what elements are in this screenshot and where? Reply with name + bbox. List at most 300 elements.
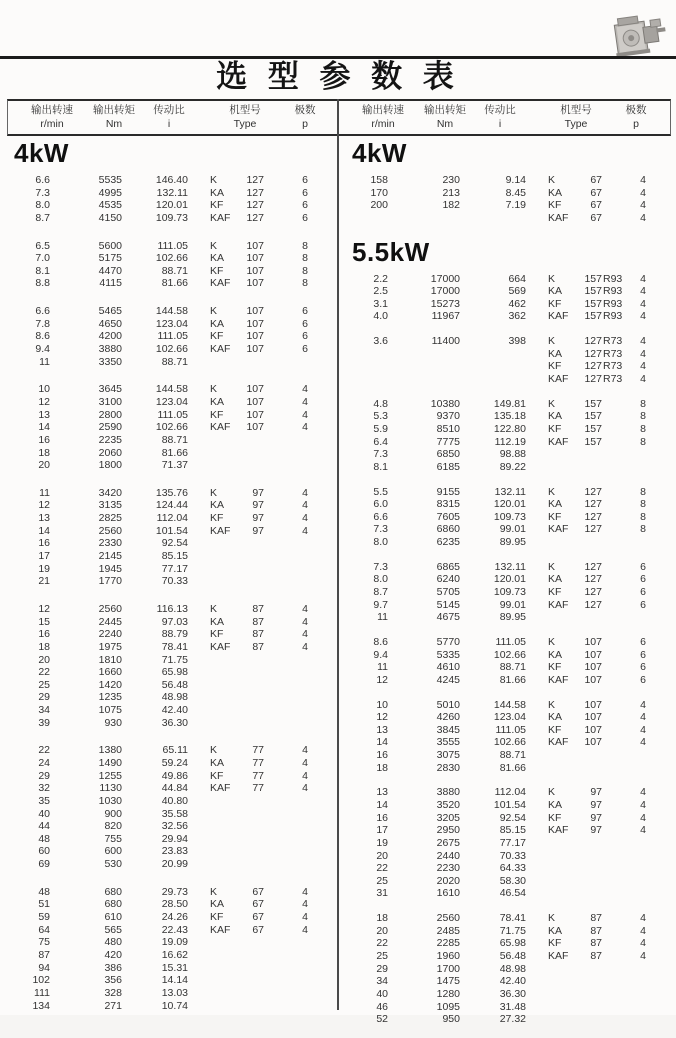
- poles-cell: 6: [640, 560, 646, 573]
- speed-cell: 39: [38, 716, 50, 729]
- torque-cell: 755: [104, 832, 122, 845]
- type-prefix-cell: [548, 975, 582, 988]
- type-suffix-cell: R73: [603, 335, 623, 348]
- speed-cell: 11: [39, 486, 50, 499]
- type-suffix-cell: [602, 925, 630, 938]
- type-size-cell: 127: [246, 174, 264, 186]
- torque-cell: 3555: [436, 736, 460, 749]
- type-prefix-cell: KF: [548, 586, 562, 599]
- row-group: [342, 912, 672, 1026]
- type-prefix-cell: KAF: [548, 598, 569, 611]
- type-prefix-cell: KA: [210, 756, 225, 769]
- speed-cell: 6.4: [373, 435, 388, 448]
- torque-cell: 4610: [436, 661, 460, 674]
- row-group: [342, 398, 672, 474]
- ratio-cell: 77.17: [161, 562, 188, 575]
- col-header-poles: 极数 p: [625, 104, 647, 130]
- poles-cell: 4: [640, 360, 646, 373]
- poles-cell: 4: [302, 383, 308, 396]
- type-size-cell: 127: [584, 598, 602, 611]
- type-suffix-cell: [264, 356, 292, 369]
- type-prefix-cell: [548, 887, 582, 900]
- speed-cell: 11: [377, 661, 388, 674]
- type-suffix-cell: [602, 850, 630, 863]
- type-suffix-cell: [264, 1000, 292, 1013]
- speed-cell: 13: [376, 723, 388, 736]
- ratio-cell: 32.56: [161, 820, 188, 833]
- type-prefix-cell: [548, 749, 582, 762]
- type-prefix-cell: K: [548, 485, 556, 498]
- ratio-cell: 81.66: [161, 277, 188, 290]
- table-row: [4, 949, 334, 962]
- page-title: 选 型 参 数 表: [216, 59, 460, 94]
- row-group: [342, 636, 672, 687]
- row-group: [342, 699, 672, 775]
- torque-cell: 1700: [436, 962, 460, 975]
- data-column-left: [4, 138, 334, 1027]
- type-prefix-cell: KA: [210, 615, 225, 628]
- column-divider: [337, 99, 339, 1010]
- table-row: [4, 820, 334, 833]
- ratio-cell: 9.14: [505, 174, 526, 186]
- type-prefix-cell: KF: [210, 408, 224, 421]
- type-size-cell: 107: [246, 395, 264, 408]
- poles-cell: [630, 887, 646, 900]
- type-suffix-cell: [264, 499, 292, 512]
- poles-cell: 6: [640, 661, 646, 674]
- type-suffix-cell: [264, 383, 292, 396]
- ratio-cell: 122.80: [493, 422, 526, 435]
- poles-cell: [292, 691, 308, 704]
- ratio-cell: 64.33: [499, 862, 526, 875]
- type-size-cell: 127: [584, 560, 602, 573]
- type-suffix-cell: [264, 898, 292, 911]
- table-row: [342, 599, 672, 612]
- table-row: [342, 824, 672, 837]
- type-size-cell: 67: [252, 898, 264, 911]
- poles-cell: 4: [640, 723, 646, 736]
- poles-cell: 4: [640, 736, 646, 749]
- type-prefix-cell: K: [210, 174, 218, 186]
- poles-cell: 4: [640, 272, 646, 285]
- torque-cell: 5600: [98, 239, 122, 252]
- speed-cell: 87: [38, 948, 50, 961]
- type-size-cell: [582, 762, 602, 775]
- type-size-cell: [244, 808, 264, 821]
- type-prefix-cell: KA: [548, 410, 563, 423]
- poles-cell: [292, 666, 308, 679]
- type-prefix-cell: KA: [210, 395, 225, 408]
- type-size-cell: 157: [584, 285, 602, 298]
- row-group: [342, 486, 672, 549]
- ratio-cell: 102.66: [493, 648, 526, 661]
- torque-cell: 1945: [98, 562, 122, 575]
- poles-cell: 6: [640, 586, 646, 599]
- speed-cell: 20: [38, 653, 50, 666]
- ratio-cell: 102.66: [493, 736, 526, 749]
- type-prefix-cell: [210, 949, 244, 962]
- torque-cell: 3845: [436, 723, 460, 736]
- speed-cell: 12: [376, 673, 388, 686]
- type-suffix-cell: [602, 199, 630, 212]
- type-size-cell: 87: [590, 924, 602, 937]
- type-suffix-cell: [264, 654, 292, 667]
- type-suffix-cell: R73: [603, 360, 623, 373]
- type-size-cell: 87: [590, 950, 602, 963]
- table-row: [4, 447, 334, 460]
- type-prefix-cell: [210, 654, 244, 667]
- table-row: [342, 573, 672, 586]
- poles-cell: [292, 550, 308, 563]
- table-row: [342, 436, 672, 449]
- col-header-speed: 输出转速 r/min: [31, 104, 73, 130]
- type-prefix-cell: [548, 448, 582, 461]
- torque-cell: 8510: [436, 422, 460, 435]
- ratio-cell: 144.58: [493, 698, 526, 711]
- poles-cell: [292, 654, 308, 667]
- type-suffix-cell: R93: [603, 310, 623, 323]
- poles-cell: 4: [302, 782, 308, 795]
- ratio-cell: 85.15: [161, 550, 188, 563]
- torque-cell: 4260: [436, 711, 460, 724]
- table-row: [4, 795, 334, 808]
- type-prefix-cell: KF: [210, 199, 224, 212]
- type-suffix-cell: [264, 628, 292, 641]
- type-suffix-cell: [264, 187, 292, 200]
- speed-cell: 69: [38, 858, 50, 871]
- type-prefix-cell: KAF: [210, 524, 231, 537]
- type-size-cell: 127: [246, 186, 264, 199]
- speed-cell: 31: [376, 887, 388, 900]
- speed-cell: 24: [38, 756, 50, 769]
- table-row: [342, 611, 672, 624]
- speed-cell: 16: [38, 628, 50, 641]
- ratio-cell: 10.74: [161, 999, 188, 1012]
- poles-cell: 8: [302, 239, 308, 252]
- ratio-cell: 146.40: [155, 174, 188, 186]
- torque-cell: 8315: [436, 498, 460, 511]
- torque-cell: [388, 348, 460, 361]
- speed-cell: 7.3: [373, 523, 388, 536]
- type-suffix-cell: [602, 398, 630, 411]
- poles-cell: [630, 749, 646, 762]
- ratio-cell: 20.99: [161, 858, 188, 871]
- table-row: [4, 628, 334, 641]
- type-size-cell: [244, 550, 264, 563]
- ratio-cell: [460, 373, 526, 386]
- type-size-cell: [582, 1001, 602, 1014]
- row-group: [4, 744, 334, 870]
- type-size-cell: [244, 858, 264, 871]
- type-size-cell: [244, 563, 264, 576]
- row-group: [4, 240, 334, 291]
- torque-cell: 950: [442, 1013, 460, 1026]
- ratio-cell: 89.95: [499, 611, 526, 624]
- type-prefix-cell: KAF: [210, 782, 231, 795]
- torque-cell: 4995: [98, 186, 122, 199]
- type-prefix-cell: [210, 356, 244, 369]
- speed-cell: 22: [376, 862, 388, 875]
- table-row: [342, 212, 672, 225]
- torque-cell: 5535: [98, 174, 122, 186]
- ratio-cell: 112.04: [494, 786, 526, 799]
- type-prefix-cell: KAF: [548, 673, 569, 686]
- ratio-cell: 77.17: [499, 836, 526, 849]
- type-size-cell: 157: [584, 422, 602, 435]
- table-row: [342, 410, 672, 423]
- type-size-cell: 107: [584, 711, 602, 724]
- type-suffix-cell: [264, 396, 292, 409]
- poles-cell: [630, 461, 646, 474]
- ratio-cell: 70.33: [161, 575, 188, 588]
- type-size-cell: 107: [246, 317, 264, 330]
- type-suffix-cell: [264, 434, 292, 447]
- torque-cell: 4200: [98, 330, 122, 343]
- poles-cell: 4: [302, 615, 308, 628]
- type-size-cell: [244, 704, 264, 717]
- type-prefix-cell: K: [548, 174, 556, 186]
- poles-cell: 8: [640, 485, 646, 498]
- ratio-cell: 89.95: [499, 536, 526, 549]
- speed-cell: [342, 373, 388, 386]
- type-prefix-cell: KA: [210, 499, 225, 512]
- poles-cell: [292, 808, 308, 821]
- poles-cell: [292, 949, 308, 962]
- poles-cell: 4: [302, 421, 308, 434]
- type-prefix-cell: KAF: [548, 373, 569, 386]
- torque-cell: 6865: [436, 560, 460, 573]
- torque-cell: 2330: [98, 537, 122, 550]
- table-row: [4, 974, 334, 987]
- type-prefix-cell: KF: [210, 264, 224, 277]
- speed-cell: 52: [376, 1013, 388, 1026]
- torque-cell: 1975: [98, 640, 122, 653]
- table-row: [342, 285, 672, 298]
- poles-cell: 4: [640, 297, 646, 310]
- poles-cell: 4: [302, 512, 308, 525]
- type-suffix-cell: [264, 704, 292, 717]
- type-size-cell: 87: [252, 628, 264, 641]
- ratio-cell: 120.01: [493, 573, 526, 586]
- type-suffix-cell: [602, 875, 630, 888]
- speed-cell: 22: [376, 937, 388, 950]
- poles-cell: 4: [640, 186, 646, 199]
- type-size-cell: 107: [584, 736, 602, 749]
- ratio-cell: 81.66: [499, 761, 526, 774]
- type-prefix-cell: KF: [548, 723, 562, 736]
- type-suffix-cell: R93: [603, 285, 623, 298]
- type-prefix-cell: [210, 845, 244, 858]
- poles-cell: [630, 611, 646, 624]
- ratio-cell: 111.05: [495, 635, 526, 648]
- type-prefix-cell: [210, 962, 244, 975]
- type-size-cell: 107: [246, 330, 264, 343]
- ratio-cell: 99.01: [499, 598, 526, 611]
- speed-cell: 14: [376, 736, 388, 749]
- torque-cell: 900: [104, 807, 122, 820]
- speed-cell: 8.0: [373, 573, 388, 586]
- table-row: [4, 1000, 334, 1013]
- type-size-cell: 107: [246, 421, 264, 434]
- speed-cell: 7.3: [35, 186, 50, 199]
- type-prefix-cell: KA: [548, 498, 563, 511]
- poles-cell: 8: [640, 523, 646, 536]
- torque-cell: 2145: [98, 550, 122, 563]
- row-group: [342, 335, 672, 386]
- type-suffix-cell: [264, 820, 292, 833]
- speed-cell: 12: [376, 711, 388, 724]
- ratio-cell: 92.54: [161, 537, 188, 550]
- type-suffix-cell: [264, 305, 292, 318]
- type-prefix-cell: [210, 704, 244, 717]
- ratio-cell: 65.11: [162, 744, 188, 757]
- poles-cell: 4: [302, 628, 308, 641]
- type-prefix-cell: KA: [548, 186, 563, 199]
- type-prefix-cell: KF: [548, 937, 562, 950]
- type-prefix-cell: [548, 963, 582, 976]
- col-header-poles: 极数 p: [294, 104, 316, 130]
- table-row: [342, 786, 672, 799]
- ratio-cell: 8.45: [505, 186, 526, 199]
- ratio-cell: 112.19: [494, 435, 526, 448]
- torque-cell: 565: [104, 923, 122, 936]
- torque-cell: 1095: [436, 1000, 460, 1013]
- type-size-cell: [582, 749, 602, 762]
- speed-cell: [342, 360, 388, 373]
- table-row: [4, 383, 334, 396]
- type-suffix-cell: [264, 265, 292, 278]
- speed-cell: 134: [32, 999, 50, 1012]
- type-suffix-cell: [264, 252, 292, 265]
- torque-cell: [388, 360, 460, 373]
- type-size-cell: 67: [252, 885, 264, 898]
- type-size-cell: 107: [584, 698, 602, 711]
- type-suffix-cell: [602, 963, 630, 976]
- table-row: [342, 360, 672, 373]
- torque-cell: 1420: [98, 678, 122, 691]
- speed-cell: 29: [376, 962, 388, 975]
- speed-cell: 20: [38, 459, 50, 472]
- table-row: [342, 298, 672, 311]
- type-prefix-cell: [548, 988, 582, 1001]
- speed-cell: 48: [38, 832, 50, 845]
- ratio-cell: 88.71: [499, 749, 526, 762]
- ratio-cell: 123.04: [155, 317, 188, 330]
- type-size-cell: [582, 850, 602, 863]
- table-row: [342, 498, 672, 511]
- type-size-cell: [244, 679, 264, 692]
- type-size-cell: [244, 795, 264, 808]
- type-prefix-cell: [210, 1000, 244, 1013]
- type-suffix-cell: R93: [603, 297, 623, 310]
- table-row: [4, 277, 334, 290]
- table-row: [342, 699, 672, 712]
- speed-cell: 16: [376, 811, 388, 824]
- poles-cell: 4: [640, 798, 646, 811]
- speed-cell: 22: [38, 744, 50, 757]
- type-prefix-cell: K: [548, 272, 556, 285]
- torque-cell: 1030: [98, 794, 122, 807]
- table-row: [4, 782, 334, 795]
- type-size-cell: 97: [252, 486, 264, 499]
- poles-cell: 6: [302, 330, 308, 343]
- type-size-cell: 127: [584, 347, 602, 360]
- type-suffix-cell: [264, 987, 292, 1000]
- ratio-cell: 92.54: [499, 811, 526, 824]
- type-prefix-cell: [548, 611, 582, 624]
- table-row: [4, 525, 334, 538]
- ratio-cell: 23.83: [161, 845, 188, 858]
- type-suffix-cell: [264, 949, 292, 962]
- torque-cell: 5335: [436, 648, 460, 661]
- table-row: [342, 398, 672, 411]
- table-row: [4, 343, 334, 356]
- speed-cell: 15: [38, 615, 50, 628]
- type-prefix-cell: [210, 936, 244, 949]
- poles-cell: [292, 858, 308, 871]
- torque-cell: 2240: [98, 628, 122, 641]
- torque-cell: 6235: [436, 536, 460, 549]
- type-suffix-cell: [602, 536, 630, 549]
- torque-cell: 1280: [436, 987, 460, 1000]
- type-prefix-cell: [210, 858, 244, 871]
- speed-cell: 16: [38, 537, 50, 550]
- speed-cell: 16: [38, 433, 50, 446]
- ratio-cell: 49.86: [161, 769, 188, 782]
- torque-cell: [388, 373, 460, 386]
- speed-cell: 4.0: [373, 310, 388, 323]
- type-suffix-cell: [602, 975, 630, 988]
- speed-cell: 59: [38, 911, 50, 924]
- table-row: [342, 511, 672, 524]
- torque-cell: 930: [104, 716, 122, 729]
- table-row: [342, 799, 672, 812]
- torque-cell: 6850: [436, 448, 460, 461]
- table-row: [4, 833, 334, 846]
- poles-cell: [292, 356, 308, 369]
- type-prefix-cell: [548, 837, 582, 850]
- poles-cell: 4: [302, 395, 308, 408]
- type-prefix-cell: KF: [548, 360, 562, 373]
- type-suffix-cell: [264, 550, 292, 563]
- table-header-right: [339, 101, 670, 134]
- speed-cell: 14: [38, 421, 50, 434]
- speed-cell: 44: [38, 820, 50, 833]
- type-suffix-cell: [602, 636, 630, 649]
- poles-cell: 6: [302, 211, 308, 224]
- type-prefix-cell: [548, 536, 582, 549]
- table-row: [342, 423, 672, 436]
- type-size-cell: 67: [252, 911, 264, 924]
- table-header-left: [8, 101, 339, 134]
- type-size-cell: 87: [252, 615, 264, 628]
- poles-cell: 4: [302, 499, 308, 512]
- table-row: [4, 770, 334, 783]
- ratio-cell: 14.14: [161, 974, 188, 987]
- row-group: [4, 305, 334, 368]
- table-row: [4, 409, 334, 422]
- poles-cell: 6: [302, 305, 308, 318]
- ratio-cell: 111.05: [495, 723, 526, 736]
- type-suffix-cell: [264, 962, 292, 975]
- type-suffix-cell: [264, 744, 292, 757]
- torque-cell: 420: [104, 948, 122, 961]
- type-prefix-cell: [210, 447, 244, 460]
- type-size-cell: 67: [590, 174, 602, 186]
- type-suffix-cell: [602, 799, 630, 812]
- type-size-cell: [244, 575, 264, 588]
- speed-cell: 16: [376, 749, 388, 762]
